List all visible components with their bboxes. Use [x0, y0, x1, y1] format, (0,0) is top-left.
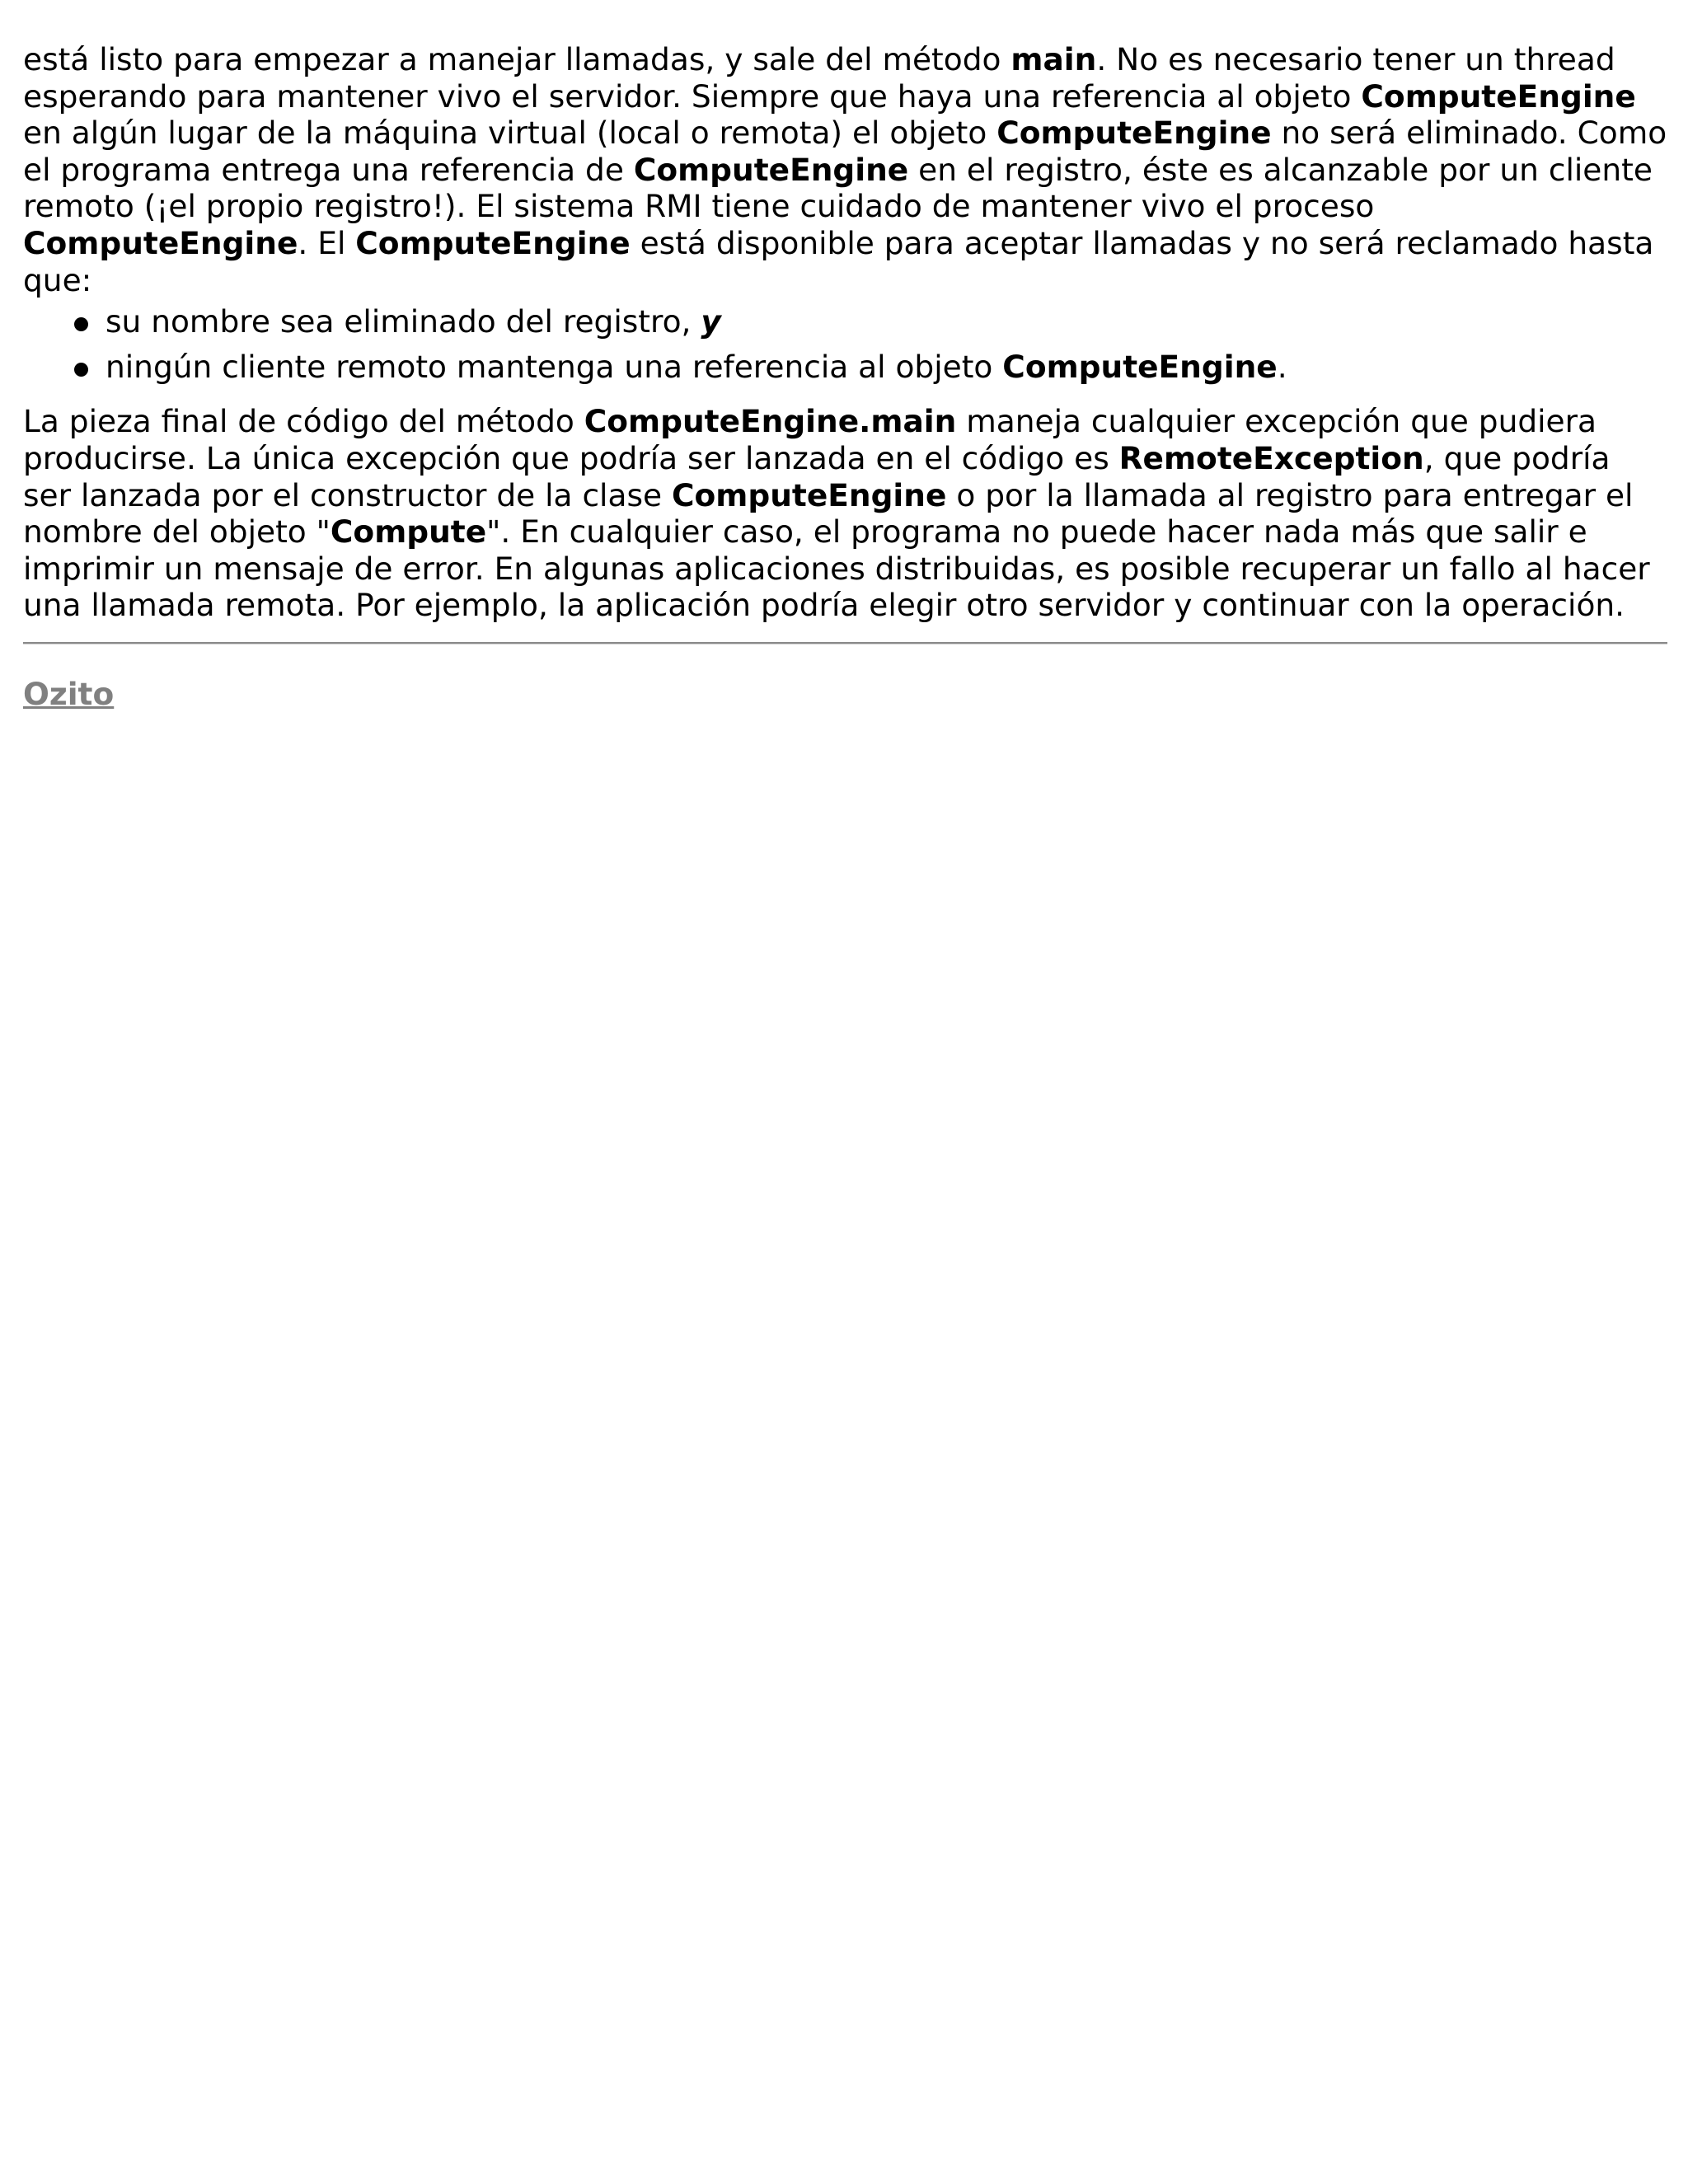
code-term-computeengine: ComputeEngine [23, 224, 298, 261]
list-item [23, 349, 1667, 386]
list-item-emphasis: y [701, 303, 721, 340]
text-run: maneja cualquier excepción que pudiera producirse. La única excepción que podría ser lanzada en el código es [23, 403, 1597, 476]
text-run: . No es necesario tener un thread esperando para mantener vivo el servidor. Siempre que haya una referencia al objeto [23, 41, 1615, 115]
code-term-computeengine: ComputeEngine [355, 224, 631, 261]
text-run: no será eliminado. Como el programa entrega una referencia de [23, 115, 1667, 188]
bullet-dot-icon [74, 317, 88, 331]
code-term-computeengine: ComputeEngine [633, 151, 909, 188]
text-run: está disponible para aceptar llamadas y no será reclamado hasta que: [23, 224, 1654, 298]
horizontal-divider [23, 642, 1667, 644]
paragraph-server-lifecycle [23, 41, 1667, 298]
text-run: , que podría ser lanzada por el constructor de la clase [23, 439, 1611, 513]
text-run: ". En cualquier caso, el programa no puede hacer nada más que salir e imprimir un mensaje de error. En algunas aplicaciones distribuidas, es posible recuperar un fallo al hacer una llamada remota. Por ejemplo, la aplicación podría elegir otro servidor y continuar con la operación. [23, 513, 1650, 624]
text-run: está listo para empezar a manejar llamadas, y sale del método [23, 41, 1011, 77]
code-term-remoteexception: RemoteException [1118, 439, 1424, 476]
code-term-computeengine: ComputeEngine [1002, 348, 1278, 385]
code-term-compute: Compute [330, 513, 487, 551]
code-term-computeengine: ComputeEngine [996, 115, 1272, 152]
code-term-computeengine: ComputeEngine [672, 476, 947, 513]
list-item-text: su nombre sea eliminado del registro, [106, 303, 701, 340]
text-run: o por la llamada al registro para entregar el nombre del objeto " [23, 476, 1634, 551]
document-page [23, 41, 1667, 713]
code-term-main: main [1010, 41, 1097, 77]
paragraph-exception-handling [23, 403, 1667, 624]
bullet-list [23, 303, 1667, 385]
ozito-link[interactable]: Ozito [23, 675, 115, 712]
text-run: La pieza final de código del método [23, 403, 584, 440]
bullet-dot-icon [74, 363, 88, 377]
list-item-text: ningún cliente remoto mantenga una referencia al objeto [106, 348, 1003, 385]
text-run: en el registro, éste es alcanzable por un cliente remoto (¡el propio registro!). El sistema RMI tiene cuidado de mantener vivo el proceso [23, 151, 1653, 225]
list-item [23, 303, 1667, 340]
list-item-tail: . [1277, 348, 1287, 385]
code-term-computeengine: ComputeEngine [1361, 77, 1636, 115]
text-run: . El [298, 224, 356, 261]
text-run: en algún lugar de la máquina virtual (local o remota) el objeto [23, 115, 997, 152]
code-term-computeengine-main: ComputeEngine.main [584, 403, 957, 440]
